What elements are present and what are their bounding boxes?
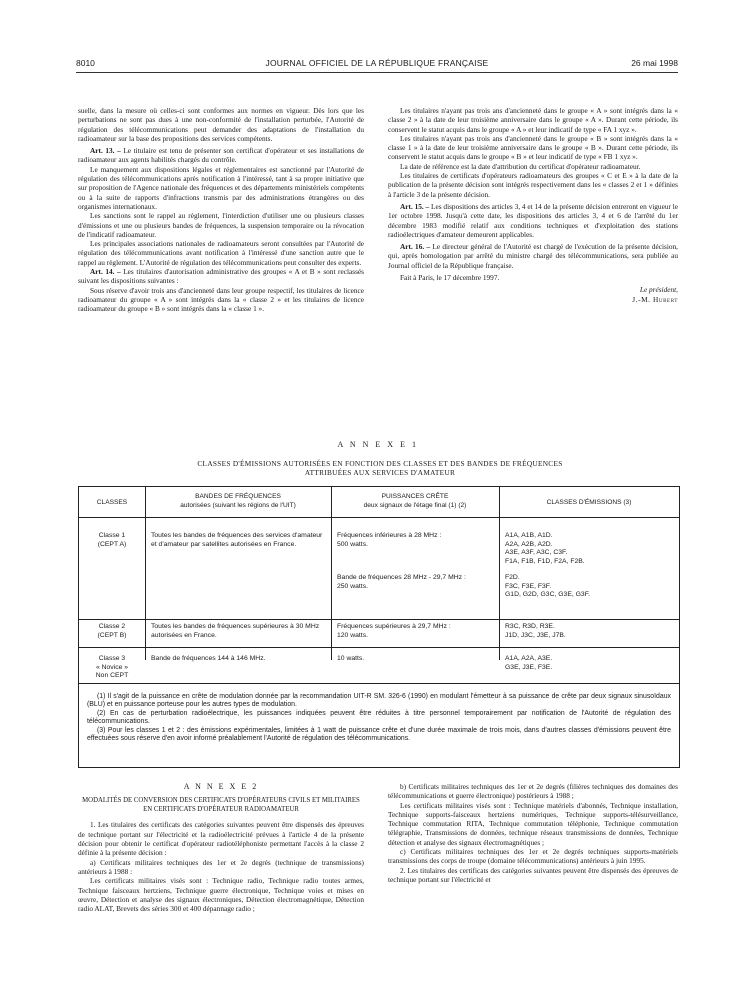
paragraph: Les certificats militaires visés sont : Technique matériels d'abonnés, Technique installation, Technique supports-faisceaux hertziens numériques, Technique supports-télésurveillance, Technique commutation RITA, Technique commutation téléphonie, Technique commutation télégraphie, Transmissions de données, technique réseaux transmissions de données, Technique détection et analyse des signaux électromagnétiques ;	[388, 800, 678, 847]
emissions-table	[78, 486, 680, 768]
row2-classe: Classe 2 (CEPT B)	[97, 623, 127, 639]
row3-puissance: 10 watts.	[337, 655, 365, 662]
paragraph: 1. Les titulaires des certificats des catégories suivantes peuvent être dispensés des épreuves de technique portant sur l'électricité et la radioélectricité prévues à l'article 4 de la présente décision pour obtenir le certificat d'opérateur radiotéléphoniste permettant l'accès à la classe 2 définie à la présente décision :	[78, 820, 364, 858]
article-label: Art. 13. –	[90, 146, 121, 156]
paragraph-art14: Art. 14. – Les titulaires d'autorisation administrative des groupes « A et B » sont reclassés suivant les dispositions suivantes :	[78, 267, 364, 286]
paragraph: Les titulaires de certificats d'opérateurs radioamateurs des groupes « C et E » à la date de la publication de la présente décision sont intégrés respectivement dans les « classes 2 et 1 » définies à l'article 3 de la présente décision.	[388, 171, 678, 199]
article-label: Art. 16. –	[400, 242, 431, 252]
paragraph: Les principales associations nationales de radioamateurs seront consultées par l'Autorité de régulation des télécommunications avant notification à l'intéressé d'une sanction autre que le rappel au règlement. L'Autorité de régulation des télécommunications peut consulter des experts.	[78, 239, 364, 267]
paragraph: 2. Les titulaires des certificats des catégories suivantes peuvent être dispensés des épreuves de technique portant sur l'électricité et	[388, 865, 678, 884]
row1-bande: Toutes les bandes de fréquences des services d'amateur et d'amateur par satellites autorisées en France.	[151, 532, 323, 548]
annex2-right-column	[388, 782, 678, 884]
right-column	[388, 106, 678, 304]
paragraph: a) Certificats militaires techniques des 1er et 2e degrés (technique de transmissions) antérieurs à 1988 :	[78, 857, 364, 876]
signatory-name: J.-M. Hubert	[632, 294, 678, 304]
header-classes: CLASSES	[96, 499, 128, 506]
row3-classe: Classe 3 « Novice » Non CEPT	[95, 655, 129, 680]
paragraph-art16: Art. 16. – Le directeur général de l'Autorité est chargé de l'exécution de la présente décision, qui, après homologation par arrêté du ministre chargé des télécommunications, sera publiée au Journal officiel de la République française.	[388, 242, 678, 270]
note-2: (2) En cas de perturbation radioélectrique, les puissances indiquées peuvent être réduites à titre personnel temporairement par notification de l'Autorité de régulation des télécommunications.	[87, 709, 671, 726]
header-bandes: BANDES DE FRÉQUENCES autorisées (suivant les régions de l'UIT)	[180, 493, 296, 509]
signatory-title: Le président,	[639, 285, 678, 295]
paragraph: Les certificats militaires visés sont : Technique radio, Technique radio toutes armes, Technique faisceaux hertziens, Technique guerre électronique, Technique voies et mises en œuvre, Détection et analyse des signaux électroniques, Détection électromagnétique, Détection radio ALAT, Brevets des séries 300 et 400 dépannage radio ;	[78, 876, 364, 914]
paragraph: La date de référence est la date d'attribution du certificat d'opérateur radioamateur.	[400, 161, 641, 171]
paragraph: c) Certificats militaires techniques des 1er et 2e degrés techniques supports-matériels transmissions des corps de troupe (domaine télécommunications) antérieurs à juin 1995.	[388, 847, 678, 866]
paragraph-art15: Art. 15. – Les dispositions des articles 3, 4 et 14 de la présente décision entreront en vigueur le 1er octobre 1998. Jusqu'à cette date, les dispositions des articles 3, 4 et 6 de l'arrêté du 1er décembre 1983 modifié relatif aux conditions techniques et d'exploitation des stations radioélectriques d'amateur demeurent applicables.	[388, 201, 678, 239]
row3-bande: Bande de fréquences 144 à 146 MHz.	[151, 655, 266, 662]
note-1: (1) Il s'agit de la puissance en crête de modulation donnée par la recommandation UIT-R SM. 326-6 (1990) en modulant l'émetteur à sa puissance de crête par deux signaux sinusoïdaux (BLU) et en puissance porteuse pour les autres types de modulation.	[87, 693, 671, 709]
header-emissions: CLASSES D'ÉMISSIONS (3)	[546, 499, 632, 506]
row1-emissions-b: F2D. F3C, F3E, F3F. G1D, G2D, G3C, G3E, G3F.	[505, 574, 590, 599]
issue-date: 26 mai 1998	[631, 58, 678, 68]
article-label: Art. 14. –	[90, 267, 121, 277]
page-number: 8010	[76, 58, 95, 68]
row2-bande: Toutes les bandes de fréquences supérieures à 30 MHz autorisées en France.	[151, 623, 320, 639]
row1-emissions-a: A1A, A1B, A1D. A2A, A2B, A2D. A3E, A3F, A3C, C3F. F1A, F1B, F1D, F2A, F2B.	[505, 532, 585, 565]
left-column	[78, 106, 364, 314]
paragraph: Les titulaires n'ayant pas trois ans d'ancienneté dans le groupe « A » sont intégrés dans la « classe 2 » à la date de leur troisième anniversaire dans le groupe « A ». Durant cette période, ils conservent le statut acquis dans le groupe « A » et leur indicatif de type « FA 1 xyz ».	[388, 106, 678, 134]
annex2-heading: MODALITÉS DE CONVERSION DES CERTIFICATS D'OPÉRATEURS CIVILS ET MILITAIRES EN CERTIFICATS D'OPÉRATEUR RADIOAMATEUR	[82, 797, 360, 813]
paragraph: Les sanctions sont le rappel au règlement, l'interdiction d'utiliser une ou plusieurs classes d'émissions et une ou plusieurs bandes de fréquences, la suspension temporaire ou la révocation de l'indicatif radioamateur.	[78, 211, 364, 239]
paragraph: Les titulaires n'ayant pas trois ans d'ancienneté dans le groupe « B » sont intégrés dans la « classe 1 » à la date de leur troisième anniversaire dans le groupe « B ». Durant cette période, ils conservent le statut acquis dans le groupe « B » et leur indicatif de type « FB 1 xyz ».	[388, 133, 678, 162]
row2-emissions: R3C, R3D, R3E. J1D, J3C, J3E, J7B.	[505, 623, 566, 639]
annex2-title: A N N E X E 2	[183, 782, 259, 791]
signing-place-date: Fait à Paris, le 17 décembre 1997.	[400, 273, 500, 283]
row1-puissance-b: Bande de fréquences 28 MHz - 29,7 MHz : 250 watts.	[337, 574, 466, 590]
paragraph: Le manquement aux dispositions légales et réglementaires est sanctionné par l'Autorité de régulation des télécommunications après notification à l'intéressé, tant à sa propre initiative que sur proposition de l'Agence nationale des fréquences et des départements ministériels compétents ou à la suite de rapports d'infractions transmis par des administrations étrangères ou des organismes internationaux.	[78, 164, 364, 211]
row1-classe: Classe 1 (CEPT A)	[97, 532, 127, 548]
header-puissances: PUISSANCES CRÊTE deux signaux de l'étage final (1) (2)	[363, 493, 467, 509]
annex1-subtitle: CLASSES D'ÉMISSIONS AUTORISÉES EN FONCTION DES CLASSES ET DES BANDES DE FRÉQUENCES ATTRIBUÉES AUX SERVICES D'AMATEUR	[197, 459, 563, 477]
row1-puissance-a: Fréquences inférieures à 28 MHz : 500 watts.	[337, 532, 442, 548]
paragraph-art13: Art. 13. – Le titulaire est tenu de présenter son certificat d'opérateur et ses installations de radioamateur aux agents habilités chargés du contrôle.	[78, 146, 364, 165]
paragraph: suelle, dans la mesure où celles-ci sont conformes aux normes en vigueur. Dès lors que les perturbations ne sont pas dues à une non-conformité de l'installation perturbée, l'Autorité de régulation des télécommunications peut demander des adaptations de l'installation du radioamateur sur la base des propositions des services compétents.	[78, 106, 364, 143]
journal-title: JOURNAL OFFICIEL DE LA RÉPUBLIQUE FRANÇAISE	[265, 58, 489, 68]
annex2-left-column	[78, 782, 364, 913]
row3-emissions: A1A, A2A, A3E. G3E, J3E, F3E.	[505, 655, 553, 671]
row2-puissance: Fréquences supérieures à 29,7 MHz : 120 watts.	[337, 623, 451, 639]
paragraph: Sous réserve d'avoir trois ans d'ancienneté dans leur groupe respectif, les titulaires de licence radioamateur du groupe « A » sont intégrés dans la « classe 2 » et les titulaires de licence radioamateur du groupe « B » sont intégrés dans la « classe 1 ».	[78, 285, 364, 314]
annex1-title: A N N E X E 1	[337, 440, 419, 449]
header-rule	[76, 72, 678, 73]
table-notes	[87, 693, 671, 743]
page-header	[76, 58, 678, 72]
article-label: Art. 15. –	[400, 201, 430, 211]
paragraph: b) Certificats militaires techniques des 1er et 2e degrés (filières techniques des domaines des télécommunications et guerre électronique) postérieurs à 1988 ;	[388, 782, 678, 801]
note-3: (3) Pour les classes 1 et 2 : des émissions expérimentales, limitées à 1 watt de puissance crête et d'une durée maximale de trois mois, dans d'autres classes d'émissions peuvent être effectuées sous réserve d'en avoir informé préalablement l'Autorité de régulation des télécommunications.	[87, 726, 671, 743]
